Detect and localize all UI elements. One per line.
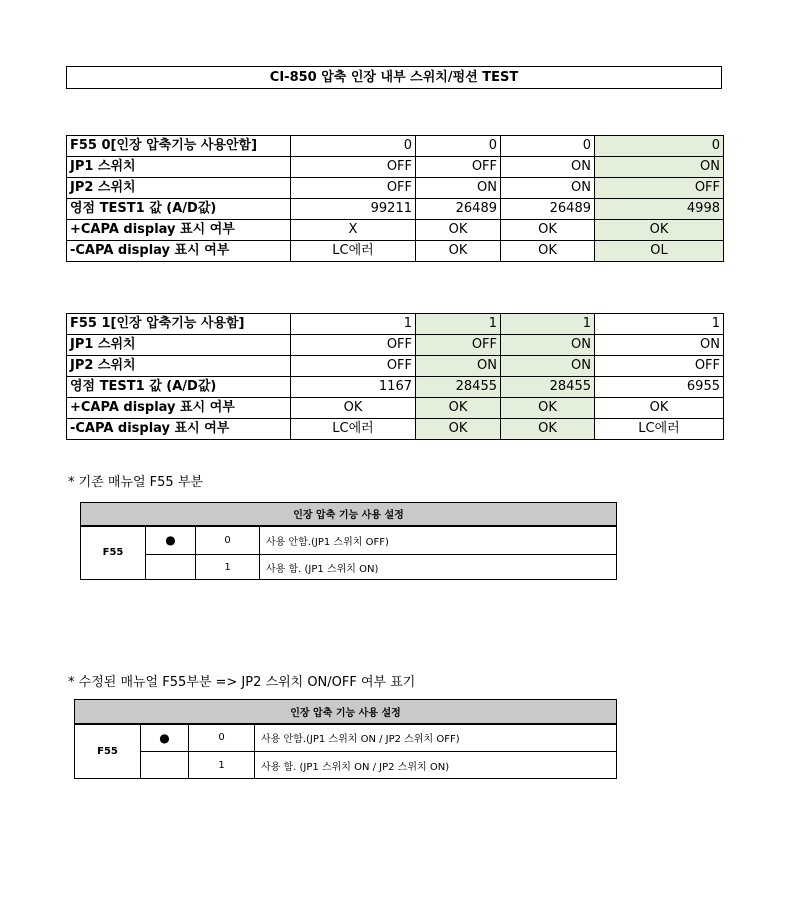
setting-value: 1 (189, 752, 255, 779)
empty-cell (141, 752, 189, 779)
document-title: CI-850 압축 인장 내부 스위치/펑션 TEST (66, 66, 722, 89)
row-label: F55 1[인장 압축기능 사용함] (67, 314, 291, 335)
manual-table-revised (74, 699, 617, 779)
table-cell: OK (501, 220, 595, 241)
function-code: F55 (81, 526, 146, 580)
table-row (67, 314, 724, 335)
table-cell: 99211 (291, 199, 416, 220)
table-cell: OFF (291, 356, 416, 377)
note-original-manual: * 기존 매뉴얼 F55 부분 (68, 475, 203, 490)
table-cell: 1 (501, 314, 595, 335)
table-row (67, 356, 724, 377)
table-cell: OK (291, 398, 416, 419)
table-cell: OK (416, 398, 501, 419)
setting-description: 사용 함. (JP1 스위치 ON / JP2 스위치 ON) (255, 752, 617, 779)
note-revised-manual: * 수정된 매뉴얼 F55부분 => JP2 스위치 ON/OFF 여부 표기 (68, 675, 416, 690)
row-label: 영점 TEST1 값 (A/D값) (67, 199, 291, 220)
table-cell: ON (501, 335, 595, 356)
table-cell: ON (416, 356, 501, 377)
row-label: +CAPA display 표시 여부 (67, 220, 291, 241)
table-row (67, 377, 724, 398)
table-cell: X (291, 220, 416, 241)
manual-table-original (80, 502, 617, 580)
row-label: -CAPA display 표시 여부 (67, 241, 291, 262)
table-cell: 26489 (501, 199, 595, 220)
table-row (67, 419, 724, 440)
table-cell: 1 (291, 314, 416, 335)
table-cell: OK (501, 419, 595, 440)
table-cell: ON (501, 157, 595, 178)
table-cell: OK (416, 419, 501, 440)
row-label: +CAPA display 표시 여부 (67, 398, 291, 419)
table-cell: 0 (291, 136, 416, 157)
row-label: JP1 스위치 (67, 157, 291, 178)
table-cell: ON (416, 178, 501, 199)
table-cell: LC에러 (291, 419, 416, 440)
table-cell: LC에러 (291, 241, 416, 262)
table-cell: OFF (291, 178, 416, 199)
manual-header: 인장 압축 기능 사용 설정 (75, 700, 617, 724)
table-cell: 28455 (416, 377, 501, 398)
function-code: F55 (75, 724, 141, 779)
table-cell: OFF (416, 157, 501, 178)
table-cell: OFF (291, 335, 416, 356)
table-row (67, 241, 724, 262)
test-table-f55-0 (66, 135, 724, 262)
table-cell: 0 (595, 136, 724, 157)
table-cell: OK (416, 241, 501, 262)
setting-description: 사용 안함.(JP1 스위치 ON / JP2 스위치 OFF) (255, 724, 617, 752)
table-cell: OK (501, 241, 595, 262)
table-cell: OFF (291, 157, 416, 178)
row-label: JP1 스위치 (67, 335, 291, 356)
manual-header: 인장 압축 기능 사용 설정 (81, 503, 617, 526)
table-cell: OFF (416, 335, 501, 356)
table-cell: 28455 (501, 377, 595, 398)
table-cell: 1167 (291, 377, 416, 398)
row-label: F55 0[인장 압축기능 사용안함] (67, 136, 291, 157)
table-cell: ON (595, 157, 724, 178)
table-cell: ON (501, 178, 595, 199)
table-row (67, 335, 724, 356)
table-cell: ON (595, 335, 724, 356)
table-row (67, 398, 724, 419)
table-row (67, 136, 724, 157)
default-dot-icon: ● (146, 526, 196, 555)
table-cell: OL (595, 241, 724, 262)
table-cell: ON (501, 356, 595, 377)
table-cell: OFF (595, 356, 724, 377)
row-label: -CAPA display 표시 여부 (67, 419, 291, 440)
row-label: JP2 스위치 (67, 356, 291, 377)
default-dot-icon: ● (141, 724, 189, 752)
table-cell: OK (595, 220, 724, 241)
row-label: JP2 스위치 (67, 178, 291, 199)
empty-cell (146, 555, 196, 580)
table-cell: OK (595, 398, 724, 419)
table-cell: 26489 (416, 199, 501, 220)
table-cell: 0 (416, 136, 501, 157)
setting-value: 0 (196, 526, 260, 555)
setting-description: 사용 함. (JP1 스위치 ON) (260, 555, 617, 580)
setting-value: 1 (196, 555, 260, 580)
setting-value: 0 (189, 724, 255, 752)
table-row (67, 199, 724, 220)
table-cell: LC에러 (595, 419, 724, 440)
table-cell: 6955 (595, 377, 724, 398)
table-cell: OK (416, 220, 501, 241)
table-row (67, 178, 724, 199)
table-cell: 1 (416, 314, 501, 335)
table-cell: 1 (595, 314, 724, 335)
table-cell: 4998 (595, 199, 724, 220)
table-cell: OK (501, 398, 595, 419)
table-row (67, 220, 724, 241)
table-row (67, 157, 724, 178)
test-table-f55-1 (66, 313, 724, 440)
table-cell: OFF (595, 178, 724, 199)
row-label: 영점 TEST1 값 (A/D값) (67, 377, 291, 398)
setting-description: 사용 안함.(JP1 스위치 OFF) (260, 526, 617, 555)
table-cell: 0 (501, 136, 595, 157)
